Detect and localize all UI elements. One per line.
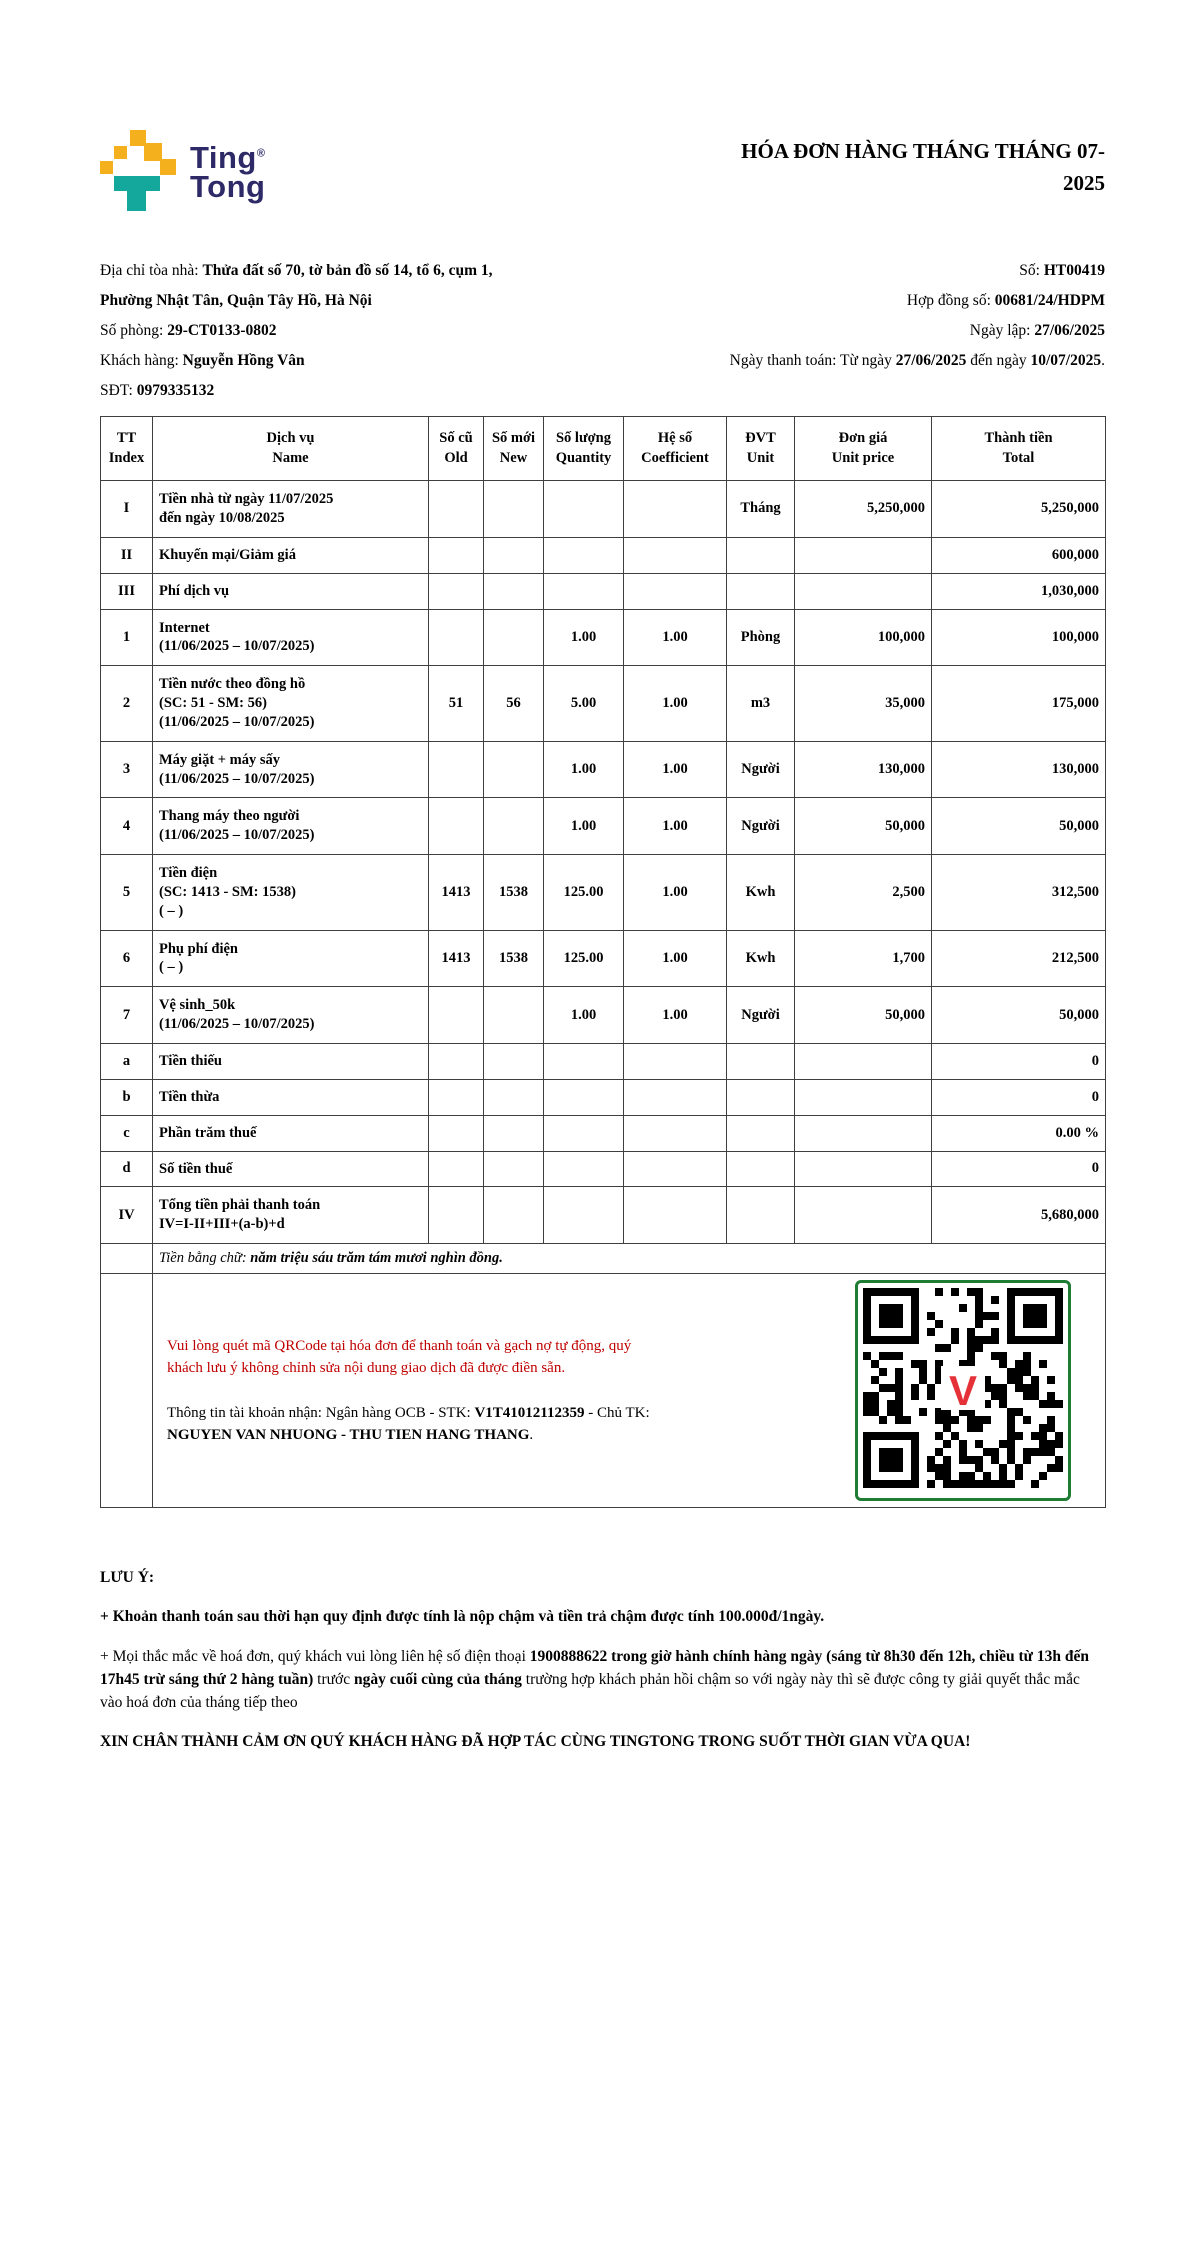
cell-unit (727, 1151, 795, 1187)
cell-service-name (153, 1079, 429, 1115)
cell-new-reading (484, 987, 544, 1044)
cell-service-name (153, 1115, 429, 1151)
cell-unit: Người (727, 987, 795, 1044)
tingtong-logo (100, 130, 265, 222)
cell-old-reading (429, 987, 484, 1044)
text-segment: Số: (1019, 262, 1044, 279)
invoice-title: HÓA ĐƠN HÀNG THÁNG THÁNG 07-2025 (741, 139, 1105, 195)
column-header: TT Index (101, 417, 153, 481)
cell-unit-price: 100,000 (795, 609, 932, 666)
service-name-line: Phụ phí điện (159, 940, 238, 957)
cell-total: 50,000 (932, 987, 1106, 1044)
cell-coefficient (624, 1115, 727, 1151)
cell-service-name (153, 481, 429, 538)
cell-new-reading: 56 (484, 666, 544, 742)
table-header (101, 417, 1106, 481)
table-row (101, 930, 1106, 987)
cell-service-name (153, 1187, 429, 1244)
table-row (101, 537, 1106, 573)
text-segment: . (1101, 352, 1105, 369)
thanks-note: XIN CHÂN THÀNH CẢM ƠN QUÝ KHÁCH HÀNG ĐÃ HỢP TÁC CÙNG TINGTONG TRONG SUỐT THỜI GIAN VỪA QUA! (100, 1733, 971, 1751)
cell-total: 50,000 (932, 798, 1106, 855)
cell-old-reading (429, 1187, 484, 1244)
cell-unit (727, 1187, 795, 1244)
text-segment: Ngày lập: (969, 322, 1035, 339)
cell-new-reading (484, 1187, 544, 1244)
cell-quantity (544, 537, 624, 573)
service-name-line: Máy giặt + máy sấy (159, 751, 281, 768)
table-row (101, 609, 1106, 666)
service-name-line: Khuyến mại/Giảm giá (159, 546, 296, 563)
cell-index: III (101, 573, 153, 609)
cell-coefficient: 1.00 (624, 930, 727, 987)
cell-new-reading (484, 481, 544, 538)
cell-total: 0 (932, 1079, 1106, 1115)
cell-unit (727, 573, 795, 609)
qr-code (855, 1280, 1071, 1501)
tingtong-logo-text (190, 130, 266, 204)
text-segment: 1900888622 trong giờ hành chính hàng ngày (sáng từ 8h30 đến 12h, chiều từ 13h đến 17h45 trừ sáng thứ 2 hàng tuần) (100, 1647, 1089, 1688)
qr-instructions (159, 1335, 652, 1447)
cell-index: 5 (101, 855, 153, 931)
cell-unit: Kwh (727, 855, 795, 931)
cell-service-name (153, 666, 429, 742)
info-block (100, 256, 1105, 406)
logo-ting: Ting (190, 140, 257, 175)
cell-unit-price: 50,000 (795, 987, 932, 1044)
cell-service-name (153, 609, 429, 666)
qr-payment-cell (153, 1274, 1106, 1508)
service-name-line: Phí dịch vụ (159, 582, 230, 599)
service-name-line: Tiền nhà từ ngày 11/07/2025 (159, 491, 334, 508)
service-name-line: Internet (159, 619, 210, 636)
text-segment: Tiền bằng chữ: (159, 1250, 251, 1267)
info-line (653, 316, 1105, 346)
cell-index: 7 (101, 987, 153, 1044)
service-name-line: ( – ) (159, 959, 184, 976)
cell-total: 130,000 (932, 741, 1106, 798)
qr-red-note: Vui lòng quét mã QRCode tại hóa đơn để thanh toán và gạch nợ tự động, quý khách lưu ý không chỉnh sửa nội dung giao dịch đã được điền sẵn. (167, 1337, 632, 1377)
text-segment: Thửa đất số 70, tờ bản đồ số 14, tổ 6, cụm 1, (202, 262, 493, 279)
text-segment: NGUYEN VAN NHUONG - THU TIEN HANG THANG (167, 1427, 530, 1444)
info-line (100, 346, 653, 376)
cell-total: 0.00 % (932, 1115, 1106, 1151)
cell-total: 312,500 (932, 855, 1106, 931)
cell-old-reading (429, 573, 484, 609)
service-name-line: IV=I-II+III+(a-b)+d (159, 1216, 285, 1233)
info-line (653, 256, 1105, 286)
invoice-table (100, 416, 1106, 1508)
cell-unit-price (795, 1151, 932, 1187)
cell-new-reading (484, 573, 544, 609)
cell-unit: Người (727, 741, 795, 798)
table-row (101, 573, 1106, 609)
cell-quantity: 1.00 (544, 987, 624, 1044)
cell-quantity: 1.00 (544, 609, 624, 666)
cell-unit-price (795, 1115, 932, 1151)
cell-unit-price: 35,000 (795, 666, 932, 742)
column-header: Số lượng Quantity (544, 417, 624, 481)
table-row (101, 855, 1106, 931)
cell-index: d (101, 1151, 153, 1187)
cell-old-reading (429, 1044, 484, 1080)
column-header: Hệ số Coefficient (624, 417, 727, 481)
tingtong-logo-icon (100, 130, 176, 222)
cell-total: 600,000 (932, 537, 1106, 573)
text-segment: Nguyễn Hồng Vân (182, 352, 305, 369)
cell-unit-price (795, 573, 932, 609)
cell-index: 1 (101, 609, 153, 666)
invoice-meta (653, 256, 1105, 406)
table-row (101, 798, 1106, 855)
amount-in-words-row (101, 1244, 1106, 1274)
service-name-line: (11/06/2025 – 10/07/2025) (159, 770, 315, 787)
table-row (101, 1044, 1106, 1080)
text-segment: năm triệu sáu trăm tám mươi nghìn đồng. (250, 1250, 503, 1267)
text-segment: HT00419 (1043, 262, 1105, 279)
text-segment: . (529, 1427, 534, 1444)
cell-old-reading (429, 1151, 484, 1187)
cell-unit-price: 1,700 (795, 930, 932, 987)
text-segment: ngày cuối cùng của tháng (353, 1670, 522, 1688)
cell-service-name (153, 987, 429, 1044)
service-name-line: Vệ sinh_50k (159, 997, 236, 1014)
cell-service-name (153, 930, 429, 987)
column-header: Số mới New (484, 417, 544, 481)
cell-unit: m3 (727, 666, 795, 742)
cell-unit: Phòng (727, 609, 795, 666)
cell-total: 175,000 (932, 666, 1106, 742)
text-segment: SĐT: (100, 382, 137, 399)
column-header: ĐVT Unit (727, 417, 795, 481)
info-line (100, 316, 653, 346)
cell-old-reading (429, 537, 484, 573)
cell-new-reading (484, 1079, 544, 1115)
cell-unit (727, 1115, 795, 1151)
cell-old-reading (429, 741, 484, 798)
cell-index: c (101, 1115, 153, 1151)
cell-service-name (153, 573, 429, 609)
qr-row (101, 1274, 1106, 1508)
cell-unit: Kwh (727, 930, 795, 987)
cell-index: 3 (101, 741, 153, 798)
text-segment: Ngày thanh toán: Từ ngày (729, 352, 896, 369)
cell-coefficient (624, 1044, 727, 1080)
cell-coefficient: 1.00 (624, 609, 727, 666)
service-name-line: (11/06/2025 – 10/07/2025) (159, 1016, 315, 1033)
service-name-line: Tiền thiếu (159, 1053, 222, 1069)
cell-quantity: 125.00 (544, 930, 624, 987)
service-name-line: Tiền thừa (159, 1088, 220, 1105)
empty-cell (101, 1274, 153, 1508)
cell-quantity: 1.00 (544, 798, 624, 855)
cell-old-reading: 51 (429, 666, 484, 742)
cell-unit (727, 537, 795, 573)
cell-new-reading (484, 741, 544, 798)
service-name-line: đến ngày 10/08/2025 (159, 509, 285, 526)
cell-quantity (544, 1151, 624, 1187)
header (100, 0, 1105, 222)
cell-unit-price: 5,250,000 (795, 481, 932, 538)
footer-notes (100, 1566, 1105, 1754)
notes-title: LƯU Ý: (100, 1569, 155, 1587)
cell-quantity (544, 1115, 624, 1151)
table-row (101, 1151, 1106, 1187)
table-row (101, 1187, 1106, 1244)
service-name-line: Tổng tiền phải thanh toán (159, 1197, 321, 1214)
cell-index: I (101, 481, 153, 538)
bank-account-info (167, 1402, 652, 1447)
column-header: Dịch vụ Name (153, 417, 429, 481)
service-name-line: ( – ) (159, 902, 184, 919)
text-segment: 10/07/2025 (1030, 352, 1102, 369)
cell-new-reading (484, 798, 544, 855)
empty-cell (101, 1244, 153, 1274)
cell-unit (727, 1044, 795, 1080)
cell-coefficient (624, 1079, 727, 1115)
cell-index: 6 (101, 930, 153, 987)
cell-total: 0 (932, 1044, 1106, 1080)
cell-new-reading (484, 1151, 544, 1187)
cell-coefficient: 1.00 (624, 987, 727, 1044)
cell-index: 4 (101, 798, 153, 855)
cell-new-reading: 1538 (484, 930, 544, 987)
cell-unit (727, 1079, 795, 1115)
cell-index: IV (101, 1187, 153, 1244)
table-row (101, 741, 1106, 798)
cell-unit-price: 50,000 (795, 798, 932, 855)
service-name-line: (11/06/2025 – 10/07/2025) (159, 713, 315, 730)
text-segment: Thông tin tài khoản nhận: Ngân hàng OCB - STK: (167, 1404, 475, 1421)
cell-total: 1,030,000 (932, 573, 1106, 609)
cell-index: b (101, 1079, 153, 1115)
cell-unit-price (795, 537, 932, 573)
service-name-line: Thang máy theo người (159, 808, 300, 825)
building-info (100, 256, 653, 406)
cell-index: II (101, 537, 153, 573)
column-header: Số cũ Old (429, 417, 484, 481)
cell-service-name (153, 741, 429, 798)
logo-tong: Tong (190, 168, 266, 204)
info-line (100, 256, 653, 286)
service-name-line: Phần trăm thuế (159, 1124, 257, 1141)
text-segment: Phường Nhật Tân, Quận Tây Hồ, Hà Nội (100, 292, 372, 309)
cell-coefficient (624, 481, 727, 538)
service-name-line: (11/06/2025 – 10/07/2025) (159, 638, 315, 655)
cell-old-reading (429, 1079, 484, 1115)
cell-unit: Người (727, 798, 795, 855)
cell-quantity: 1.00 (544, 741, 624, 798)
cell-unit-price (795, 1044, 932, 1080)
cell-total: 0 (932, 1151, 1106, 1187)
cell-coefficient: 1.00 (624, 666, 727, 742)
amount-in-words (153, 1244, 1106, 1274)
qr-code-image (863, 1288, 1063, 1488)
text-segment: 00681/24/HDPM (994, 292, 1105, 309)
text-segment: trường hợp khách phản hồi chậm so với ngày này thì sẽ được công ty giải quyết thắc mắc vào hoá đơn của tháng tiếp theo (100, 1670, 1080, 1712)
cell-new-reading: 1538 (484, 855, 544, 931)
cell-old-reading: 1413 (429, 930, 484, 987)
cell-quantity: 125.00 (544, 855, 624, 931)
service-name-line: (SC: 1413 - SM: 1538) (159, 883, 296, 900)
cell-service-name (153, 1151, 429, 1187)
text-segment: 27/06/2025 (895, 352, 967, 369)
text-segment: - Chủ TK: (584, 1404, 650, 1421)
cell-new-reading (484, 609, 544, 666)
cell-total: 212,500 (932, 930, 1106, 987)
cell-total: 5,250,000 (932, 481, 1106, 538)
cell-service-name (153, 537, 429, 573)
cell-old-reading (429, 481, 484, 538)
info-line (653, 346, 1105, 376)
text-segment: V1T41012112359 (474, 1404, 585, 1421)
cell-service-name (153, 1044, 429, 1080)
table-row (101, 1115, 1106, 1151)
cell-quantity (544, 1044, 624, 1080)
text-segment: trước (313, 1670, 354, 1688)
cell-unit-price: 130,000 (795, 741, 932, 798)
text-segment: Địa chỉ tòa nhà: (100, 262, 203, 279)
cell-coefficient: 1.00 (624, 855, 727, 931)
cell-new-reading (484, 537, 544, 573)
cell-coefficient: 1.00 (624, 798, 727, 855)
cell-unit-price (795, 1079, 932, 1115)
text-segment: + Mọi thắc mắc về hoá đơn, quý khách vui lòng liên hệ số điện thoại (100, 1647, 530, 1665)
info-line (100, 376, 653, 406)
cell-coefficient (624, 1151, 727, 1187)
cell-coefficient (624, 537, 727, 573)
cell-coefficient (624, 573, 727, 609)
cell-coefficient: 1.00 (624, 741, 727, 798)
cell-quantity (544, 573, 624, 609)
cell-unit-price: 2,500 (795, 855, 932, 931)
column-header: Đơn giá Unit price (795, 417, 932, 481)
hotline-note (100, 1645, 1105, 1715)
cell-unit-price (795, 1187, 932, 1244)
text-segment: 29-CT0133-0802 (167, 322, 277, 339)
cell-total: 100,000 (932, 609, 1106, 666)
service-name-line: Tiền nước theo đồng hồ (159, 676, 306, 693)
service-name-line: Số tiền thuế (159, 1160, 233, 1177)
text-segment: Khách hàng: (100, 352, 183, 369)
qr-v-logo-icon: V (948, 1367, 978, 1415)
service-name-line: Tiền điện (159, 865, 218, 882)
cell-quantity: 5.00 (544, 666, 624, 742)
cell-service-name (153, 798, 429, 855)
table-row (101, 481, 1106, 538)
cell-service-name (153, 855, 429, 931)
table-body (101, 481, 1106, 1244)
cell-new-reading (484, 1115, 544, 1151)
cell-index: 2 (101, 666, 153, 742)
table-row (101, 666, 1106, 742)
text-segment: đến ngày (966, 352, 1031, 369)
cell-quantity (544, 481, 624, 538)
text-segment: Hợp đồng số: (906, 292, 995, 309)
text-segment: 27/06/2025 (1034, 322, 1105, 339)
info-line (100, 286, 653, 316)
table-row (101, 1079, 1106, 1115)
cell-old-reading: 1413 (429, 855, 484, 931)
text-segment: Số phòng: (100, 322, 168, 339)
table-row (101, 987, 1106, 1044)
cell-index: a (101, 1044, 153, 1080)
cell-total: 5,680,000 (932, 1187, 1106, 1244)
cell-old-reading (429, 798, 484, 855)
cell-unit: Tháng (727, 481, 795, 538)
column-header: Thành tiền Total (932, 417, 1106, 481)
text-segment: 0979335132 (136, 382, 215, 399)
registered-mark-icon: ® (256, 147, 266, 160)
late-payment-note: + Khoản thanh toán sau thời hạn quy định được tính là nộp chậm và tiền trả chậm được tính 100.000đ/1ngày. (100, 1608, 825, 1626)
cell-quantity (544, 1187, 624, 1244)
cell-quantity (544, 1079, 624, 1115)
service-name-line: (11/06/2025 – 10/07/2025) (159, 827, 315, 844)
cell-coefficient (624, 1187, 727, 1244)
cell-old-reading (429, 609, 484, 666)
cell-old-reading (429, 1115, 484, 1151)
info-line (653, 286, 1105, 316)
service-name-line: (SC: 51 - SM: 56) (159, 695, 267, 712)
cell-new-reading (484, 1044, 544, 1080)
